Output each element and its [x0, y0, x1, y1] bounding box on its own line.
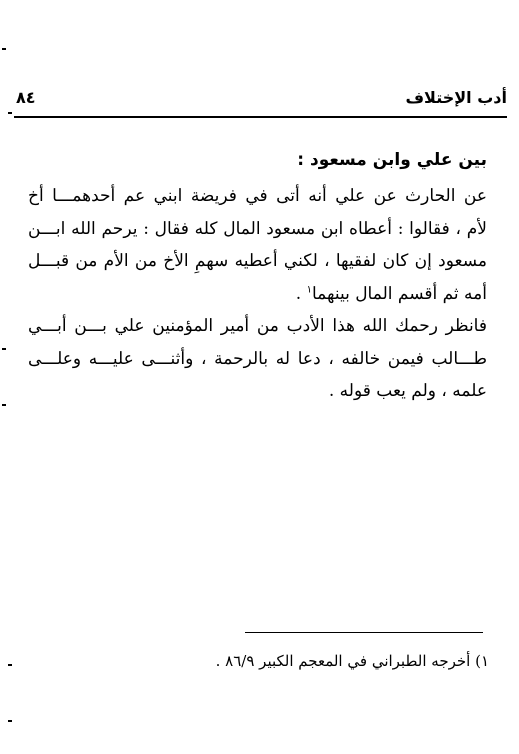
body-line-7: علمه ، ولم يعب قوله . [328, 381, 487, 401]
body-line-4-end: . [295, 283, 307, 304]
footnote-marker: ١) [475, 652, 489, 670]
scan-speck [8, 720, 12, 722]
body-line-6: طـــالب فيمن خالفه ، دعا له بالرحمة ، وأثنـــى عليـــه وعلـــى [28, 348, 487, 369]
header-divider [14, 116, 507, 118]
body-line-4 [28, 278, 487, 311]
body-line-2: لأم ، فقالوا : أعطاه ابن مسعود المال كله فقال : يرحم الله ابـــن [28, 218, 487, 239]
footnote-divider [245, 632, 483, 633]
scan-speck [2, 404, 6, 406]
scan-speck [2, 48, 6, 50]
scan-speck [2, 348, 6, 350]
footnote-text: أخرجه الطبراني في المعجم الكبير ٨٦/٩ . [215, 652, 476, 670]
footnote-reference: ١ [306, 283, 312, 295]
body-line-3: مسعود إن كان لفقيها ، لكني أعطيه سهمِ الأخ من الأم من قبـــل [28, 251, 487, 271]
page-number: ٨٤ [16, 88, 36, 107]
scan-speck [8, 664, 12, 666]
footnote [216, 652, 489, 670]
body-line-5: فانظر رحمك الله هذا الأدب من أمير المؤمنين علي بـــن أبـــي [28, 316, 487, 336]
body-line-4-text: أمه ثم أقسم المال بينهما [311, 283, 487, 304]
running-title: أدب الإختلاف [405, 88, 507, 107]
section-heading: بين علي وابن مسعود : [297, 150, 487, 170]
page-header [16, 86, 507, 114]
body-text [28, 180, 487, 408]
scan-speck [8, 112, 12, 114]
body-line-1: عن الحارث عن علي أنه أتى في فريضة ابني عم أحدهمـــا أخ [28, 186, 487, 206]
